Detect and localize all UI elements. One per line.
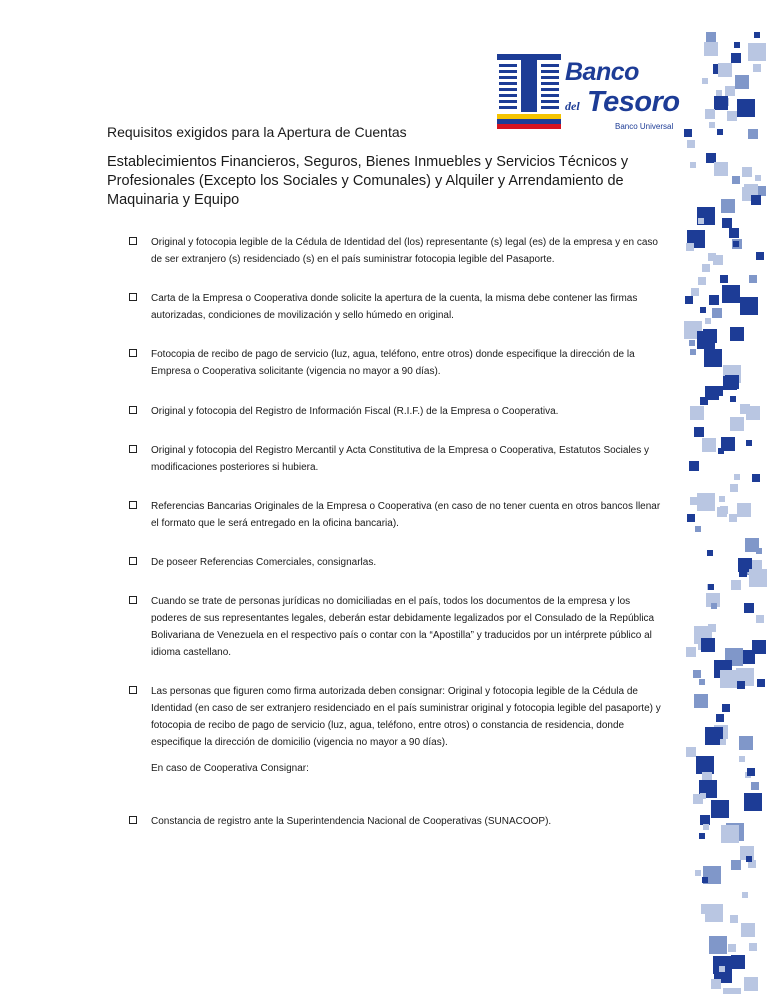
decorative-square <box>729 514 737 522</box>
decorative-square <box>737 503 751 517</box>
decorative-square <box>737 99 755 117</box>
decorative-square <box>749 943 757 951</box>
requirement-text: Las personas que figuren como firma autorizada deben consignar: Original y fotocopia legible de la Cédula de Identidad (en caso de ser extranjero residenciado en el país suministrar original y fotocopia legible del pasaporte) y fotocopia de recibo de pago de servicio (luz, agua, teléfono, entre otros) o constancia de residencia, donde especifique la dirección de domicilio (vigencia no mayor a 90 días). <box>151 686 661 748</box>
requirement-item <box>128 683 663 751</box>
decorative-square <box>713 255 723 265</box>
decorative-square <box>752 640 766 654</box>
decorative-square <box>734 42 740 48</box>
decorative-square <box>730 484 738 492</box>
decorative-square <box>729 516 735 522</box>
decorative-square <box>728 944 736 952</box>
decorative-square <box>742 167 752 177</box>
decorative-square <box>717 129 723 135</box>
decorative-square <box>753 64 761 72</box>
decorative-square <box>703 866 721 884</box>
decorative-square <box>699 780 717 798</box>
decorative-square <box>701 904 711 914</box>
decorative-square <box>744 184 758 198</box>
decorative-square <box>754 32 760 38</box>
document-title: Requisitos exigidos para la Apertura de Cuentas <box>107 124 407 140</box>
requirement-item <box>128 593 663 661</box>
decorative-square <box>737 681 745 689</box>
decorative-square <box>700 397 708 405</box>
decorative-square <box>744 977 758 991</box>
requirement-text: Original y fotocopia del Registro de Información Fiscal (R.I.F.) de la Empresa o Cooperativa. <box>151 406 559 417</box>
decorative-square <box>725 86 735 96</box>
decorative-square <box>725 648 743 666</box>
decorative-square <box>689 461 699 471</box>
requirement-item <box>128 498 663 532</box>
requirement-item <box>128 234 663 268</box>
decorative-square <box>746 925 754 933</box>
decorative-square <box>687 140 695 148</box>
decorative-square <box>740 846 754 860</box>
requirement-text: Referencias Bancarias Originales de la Empresa o Cooperativa (en caso de no tener cuenta en otros bancos llenar el formato que le será entregado en la oficina bancaria). <box>151 501 661 529</box>
decorative-square <box>747 768 755 776</box>
checkbox[interactable] <box>129 406 137 414</box>
decorative-square <box>720 739 726 745</box>
requirement-item <box>128 442 663 476</box>
requirement-item <box>128 403 663 420</box>
decorative-square <box>721 98 729 106</box>
decorative-square <box>757 679 765 687</box>
decorative-square <box>703 329 717 343</box>
decorative-square <box>705 904 723 922</box>
decorative-square <box>739 736 753 750</box>
logo-text-del: del <box>565 99 580 113</box>
decorative-square <box>746 406 760 420</box>
decorative-square <box>705 386 719 400</box>
decorative-square <box>699 679 705 685</box>
decorative-square <box>746 440 752 446</box>
decorative-square <box>694 694 708 708</box>
decorative-square <box>706 735 714 743</box>
decorative-square <box>705 318 711 324</box>
decorative-square <box>742 892 748 898</box>
decorative-square <box>756 252 764 260</box>
decorative-square <box>702 877 708 883</box>
decorative-square <box>745 772 751 778</box>
decorative-square <box>719 496 725 502</box>
decorative-square <box>720 670 738 688</box>
decorative-square <box>731 955 745 969</box>
decorative-square <box>716 714 724 722</box>
decorative-square <box>713 386 723 396</box>
decorative-square <box>739 756 745 762</box>
decorative-square <box>690 349 696 355</box>
decorative-square <box>748 43 766 61</box>
decorative-square <box>698 636 712 650</box>
decorative-square <box>700 793 706 799</box>
decorative-square <box>721 825 739 843</box>
requirement-item <box>128 554 663 571</box>
decorative-square <box>702 78 708 84</box>
decorative-square <box>756 548 762 554</box>
decorative-square <box>746 856 752 862</box>
decorative-square <box>708 253 716 261</box>
decorative-square <box>738 558 752 572</box>
decorative-square <box>700 815 710 825</box>
decorative-square <box>730 915 738 923</box>
requirement-text: Fotocopia de recibo de pago de servicio (luz, agua, teléfono, entre otros) donde especifique la dirección de la Empresa o Cooperativa solicitante (vigencia no mayor a 90 días). <box>151 349 635 377</box>
decorative-square <box>740 297 758 315</box>
decorative-square <box>703 824 709 830</box>
decorative-square <box>713 956 731 974</box>
decorative-square <box>748 560 762 574</box>
decorative-square <box>687 230 705 248</box>
decorative-square <box>702 438 716 452</box>
requirement-text: De poseer Referencias Comerciales, consignarlas. <box>151 557 377 568</box>
decorative-square <box>721 199 735 213</box>
logo-text-banco: Banco <box>565 58 639 86</box>
requirement-item <box>128 346 663 380</box>
decorative-square <box>687 514 695 522</box>
decorative-square <box>726 87 734 95</box>
decorative-square <box>714 965 732 983</box>
decorative-square <box>756 186 766 196</box>
decorative-square <box>720 506 728 514</box>
decorative-square <box>694 427 704 437</box>
decorative-square <box>732 176 740 184</box>
decorative-square <box>741 650 755 664</box>
decorative-square <box>714 725 728 739</box>
decorative-square <box>701 638 715 652</box>
decorative-square <box>747 561 761 575</box>
decorative-square <box>756 615 764 623</box>
decorative-square <box>714 96 728 110</box>
checkbox[interactable] <box>129 445 137 453</box>
decorative-square <box>707 584 713 590</box>
cooperative-note: En caso de Cooperativa Consignar: <box>151 763 309 774</box>
decorative-square <box>709 295 719 305</box>
decorative-square <box>690 497 698 505</box>
requirement-text: Carta de la Empresa o Cooperativa donde solicite la apertura de la cuenta, la misma debe contener las firmas autorizadas, condiciones de movilización y sello húmedo en original. <box>151 293 638 321</box>
decorative-square <box>739 569 747 577</box>
decorative-square <box>704 349 722 367</box>
decorative-square <box>697 207 715 225</box>
decorative-square <box>731 860 741 870</box>
decorative-square <box>717 507 727 517</box>
decorative-square <box>706 153 716 163</box>
logo-text-tesoro: Tesoro <box>587 86 680 118</box>
decorative-square <box>702 264 710 272</box>
decorative-square <box>751 195 761 205</box>
decorative-square <box>711 603 717 609</box>
decorative-square <box>713 64 723 74</box>
decorative-square <box>729 228 739 238</box>
document-subtitle: Establecimientos Financieros, Seguros, Bienes Inmuebles y Servicios Técnicos y Profesionales (Excepto los Sociales y Comunales) y Alquiler y Arrendamiento de Maquinaria y Equipo <box>107 154 629 208</box>
decorative-square <box>704 42 718 56</box>
requirement-text: Constancia de registro ante la Superintendencia Nacional de Cooperativas (SUNACOOP). <box>151 816 552 827</box>
decorative-square <box>711 800 729 818</box>
decorative-square <box>745 538 759 552</box>
decorative-square <box>751 782 759 790</box>
decorative-square <box>726 823 744 841</box>
decorative-square <box>695 870 701 876</box>
checkbox[interactable] <box>129 501 137 509</box>
bank-emblem-icon <box>497 52 561 132</box>
requirement-item <box>128 290 663 324</box>
logo-tagline: Banco Universal <box>615 122 674 131</box>
checkbox[interactable] <box>129 596 137 604</box>
decorative-square <box>748 129 758 139</box>
decorative-square <box>733 241 739 247</box>
decorative-square <box>716 90 722 96</box>
decorative-square <box>722 218 732 228</box>
decorative-square <box>736 668 754 686</box>
decorative-square <box>722 704 730 712</box>
decorative-square <box>734 474 740 480</box>
decorative-square <box>705 727 723 745</box>
decorative-square <box>735 75 749 89</box>
decorative-square <box>698 218 704 224</box>
decorative-square <box>700 307 706 313</box>
decorative-square <box>730 396 736 402</box>
checkbox[interactable] <box>129 293 137 301</box>
decorative-square <box>696 756 714 774</box>
decorative-square <box>707 550 713 556</box>
decorative-square <box>698 277 706 285</box>
decorative-square <box>755 175 761 181</box>
decorative-square <box>706 32 716 42</box>
checkbox[interactable] <box>129 816 137 824</box>
decorative-square <box>749 569 767 587</box>
decorative-square <box>731 580 741 590</box>
decorative-square <box>693 670 701 678</box>
decorative-square <box>744 603 754 613</box>
requirements-list <box>128 234 663 830</box>
decorative-square <box>712 308 722 318</box>
decorative-square <box>723 988 741 994</box>
decorative-square <box>703 209 713 219</box>
decorative-square <box>721 437 735 451</box>
decorative-square <box>720 275 728 283</box>
decorative-square <box>730 417 744 431</box>
decorative-square <box>741 923 755 937</box>
decorative-square <box>748 860 756 868</box>
decorative-square <box>731 53 741 63</box>
decorative-square <box>722 285 740 303</box>
decorative-square <box>744 793 762 811</box>
decorative-square <box>686 647 696 657</box>
decorative-square <box>719 966 725 972</box>
decorative-square <box>723 365 741 383</box>
decorative-square <box>714 660 732 678</box>
decorative-square <box>695 526 701 532</box>
decorative-square <box>695 627 701 633</box>
requirement-item <box>128 813 663 830</box>
decorative-square <box>686 747 696 757</box>
decorative-square <box>693 794 703 804</box>
checkbox[interactable] <box>129 237 137 245</box>
decorative-square <box>684 321 702 339</box>
decorative-square <box>689 340 695 346</box>
decorative-square <box>685 296 693 304</box>
decorative-square <box>740 404 750 414</box>
requirement-text: Cuando se trate de personas jurídicas no domiciliadas en el país, todos los documentos de la empresa y los poderes de sus representantes legales, deberán estar debidamente legalizados por el Consulado de la República Bolivariana de Venezuela en el respectivo país o contar con la “Apostilla” y traducidos por un intérprete público al idioma castellano. <box>151 596 655 658</box>
decorative-square <box>699 833 705 839</box>
decorative-square <box>709 122 715 128</box>
decorative-square <box>694 626 712 644</box>
decorative-square <box>697 493 715 511</box>
requirement-text: Original y fotocopia legible de la Cédula de Identidad del (los) representante (s) legal (es) de la empresa y en caso de ser extranjero (s) residenciado (s) en el país suministrar fotocopia legible del Pasaporte. <box>151 237 658 265</box>
decorative-square <box>705 109 715 119</box>
decorative-square <box>690 406 704 420</box>
decorative-square <box>718 448 724 454</box>
requirement-text: Original y fotocopia del Registro Mercantil y Acta Constitutiva de la Empresa o Cooperativa, Estatutos Sociales y modificaciones posteriores si hubiera. <box>151 445 650 473</box>
decorative-square <box>742 187 756 201</box>
bank-logo <box>497 52 687 132</box>
checkbox[interactable] <box>129 349 137 357</box>
checkbox[interactable] <box>129 686 137 694</box>
decorative-square <box>691 288 699 296</box>
decorative-square <box>718 63 732 77</box>
decorative-square <box>714 162 728 176</box>
checkbox[interactable] <box>129 557 137 565</box>
decorative-square <box>727 111 737 121</box>
decorative-square <box>732 239 742 249</box>
decorative-square <box>730 327 744 341</box>
decorative-square <box>709 936 727 954</box>
decorative-square <box>708 584 714 590</box>
decorative-square <box>752 474 760 482</box>
decorative-square <box>708 624 716 632</box>
decorative-square <box>686 243 694 251</box>
decorative-square <box>690 162 696 168</box>
decorative-square <box>697 331 715 349</box>
decorative-square <box>702 772 712 782</box>
decorative-square <box>711 979 721 989</box>
decorative-square <box>723 376 737 390</box>
decorative-square <box>749 275 757 283</box>
decorative-square <box>706 593 720 607</box>
decorative-square <box>725 375 739 389</box>
